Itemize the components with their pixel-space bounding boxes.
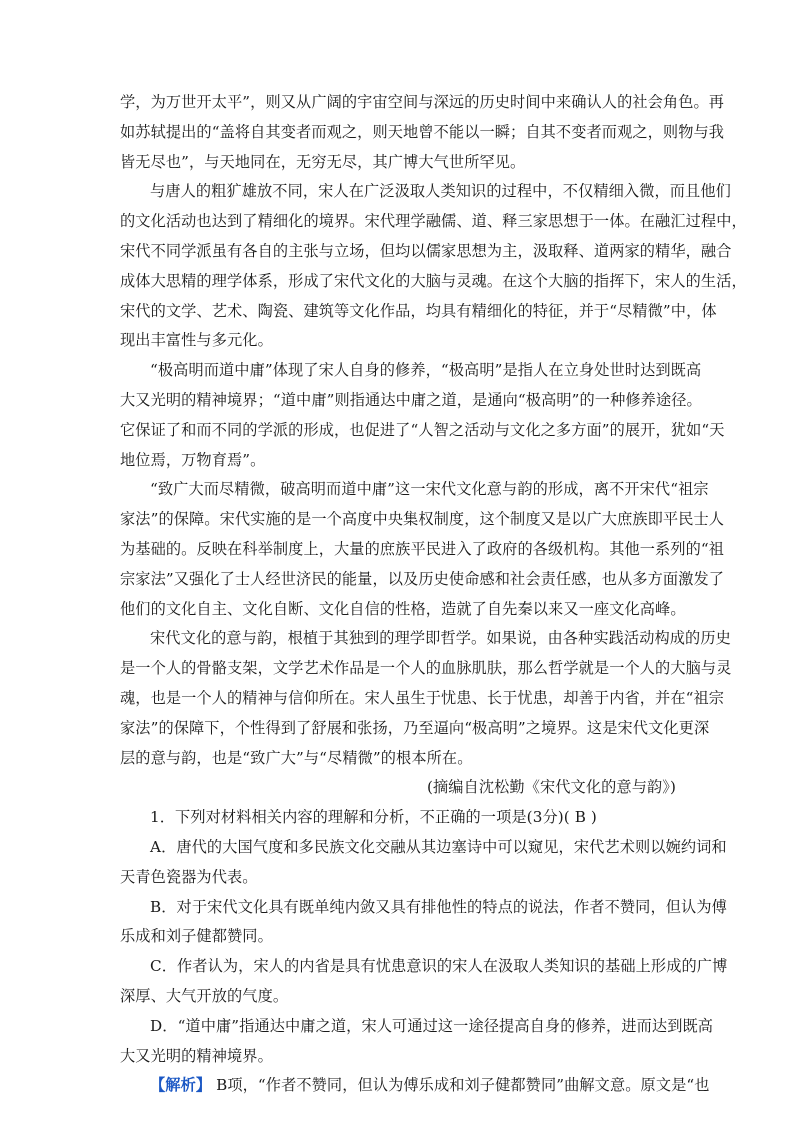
option-line: D．“道中庸”指通达中庸之道，宋人可通过这一途径提高自身的修养，进而达到既高 <box>150 1016 714 1035</box>
text-line: 魂，也是一个人的精神与信仰所在。宋人虽生于忧患、长于忧患，却善于内省，并在“祖宗 <box>120 688 725 707</box>
text-line: 是一个人的骨骼支架，文学艺术作品是一个人的血脉肌肤，那么哲学就是一个人的大脑与灵 <box>120 659 732 678</box>
paragraph <box>120 356 725 475</box>
option-line: 深厚、大气开放的气度。 <box>120 986 289 1005</box>
text-line: 的文化活动也达到了精细化的境界。宋代理学融儒、道、释三家思想于一体。在融汇过程中， <box>120 212 747 231</box>
text-line: 宋代的文学、艺术、陶瓷、建筑等文化作品，均具有精细化的特征，并于“尽精微”中，体 <box>120 301 717 320</box>
text-line: 为基础的。反映在科举制度上，大量的庶族平民进入了政府的各级机构。其他一系列的“祖 <box>120 539 725 558</box>
option-line: B．对于宋代文化具有既单纯内敛又具有排他性的特点的说法，作者不赞同，但认为傅 <box>150 897 727 916</box>
text-line: “致广大而尽精微，破高明而道中庸”这一宋代文化意与韵的形成，离不开宋代“祖宗 <box>150 480 709 499</box>
analysis-text: B项，“作者不赞同，但认为傅乐成和刘子健都赞同”曲解文意。原文是“也 <box>211 1076 710 1095</box>
text-line: 现出丰富性与多元化。 <box>120 331 273 350</box>
paragraph <box>120 88 725 177</box>
text-line: 家法”的保障下，个性得到了舒展和张扬，乃至逼向“极高明”之境界。这是宋代文化更深 <box>120 718 710 737</box>
paragraph <box>120 475 725 624</box>
text-line: 地位焉，万物育焉”。 <box>120 450 266 469</box>
option-c <box>120 952 728 1012</box>
text-line: 皆无尽也”，与天地同在，无穷无尽，其广博大气世所罕见。 <box>120 152 526 171</box>
text-line: 与唐人的粗犷雄放不同，宋人在广泛汲取人类知识的过程中，不仅精细入微，而且他们 <box>150 182 731 201</box>
text-line: 成体大思精的理学体系，形成了宋代文化的大脑与灵魂。在这个大脑的指挥下，宋人的生活， <box>120 271 747 290</box>
text-line: 它保证了和而不同的学派的形成，也促进了“人智之活动与文化之多方面”的展开，犹如“天 <box>120 420 725 439</box>
analysis-tag: 【解析】 <box>150 1076 212 1095</box>
text-line: 大又光明的精神境界；“道中庸”则指通达中庸之道，是通向“极高明”的一种修养途径。 <box>120 390 702 409</box>
option-a <box>120 833 727 893</box>
option-line: 天青色瓷器为代表。 <box>120 867 258 886</box>
text-line: 层的意与韵，也是“致广大”与“尽精微”的根本所在。 <box>120 748 473 767</box>
paragraph <box>120 624 732 773</box>
text-line: 家法”的保障。宋代实施的是一个高度中央集权制度，这个制度又是以广大庶族即平民士人 <box>120 510 725 529</box>
option-line: 大又光明的精神境界。 <box>120 1046 273 1065</box>
text-line: 如苏轼提出的“盖将自其变者而观之，则天地曾不能以一瞬；自其不变者而观之，则物与我 <box>120 122 725 141</box>
option-line: A．唐代的大国气度和多民族文化交融从其边塞诗中可以窥见，宋代艺术则以婉约词和 <box>150 837 727 856</box>
text-line: 学，为万世开太平”，则又从广阔的宇宙空间与深远的历史时间中来确认人的社会角色。再 <box>120 93 725 111</box>
text-line: 宋代不同学派虽有各自的主张与立场，但均以儒家思想为主，汲取释、道两家的精华，融合 <box>120 241 732 260</box>
paragraph <box>120 177 747 356</box>
text-line: “极高明而道中庸”体现了宋人自身的修养，“极高明”是指人在立身处世时达到既高 <box>150 361 702 380</box>
option-line: 乐成和刘子健都赞同。 <box>120 927 273 946</box>
source-attribution: (摘编自沈松勤《宋代文化的意与韵》) <box>426 778 676 797</box>
text-line: 宗家法”又强化了士人经世济民的能量，以及历史使命感和社会责任感，也从多方面激发了 <box>120 569 725 588</box>
option-line: C．作者认为，宋人的内省是具有忧患意识的宋人在汲取人类知识的基础上形成的广博 <box>150 957 728 976</box>
text-line: 宋代文化的意与韵，根植于其独到的理学即哲学。如果说，由各种实践活动构成的历史 <box>150 629 731 648</box>
analysis-line <box>120 1071 710 1101</box>
question-stem: 1．下列对材料相关内容的理解和分析，不正确的一项是(3分)( B ) <box>150 808 597 827</box>
text-line: 他们的文化自主、文化自断、文化自信的性格，造就了自先秦以来又一座文化高峰。 <box>120 599 686 618</box>
option-d <box>120 1012 714 1072</box>
option-b <box>120 893 727 953</box>
document-page <box>120 88 747 1101</box>
